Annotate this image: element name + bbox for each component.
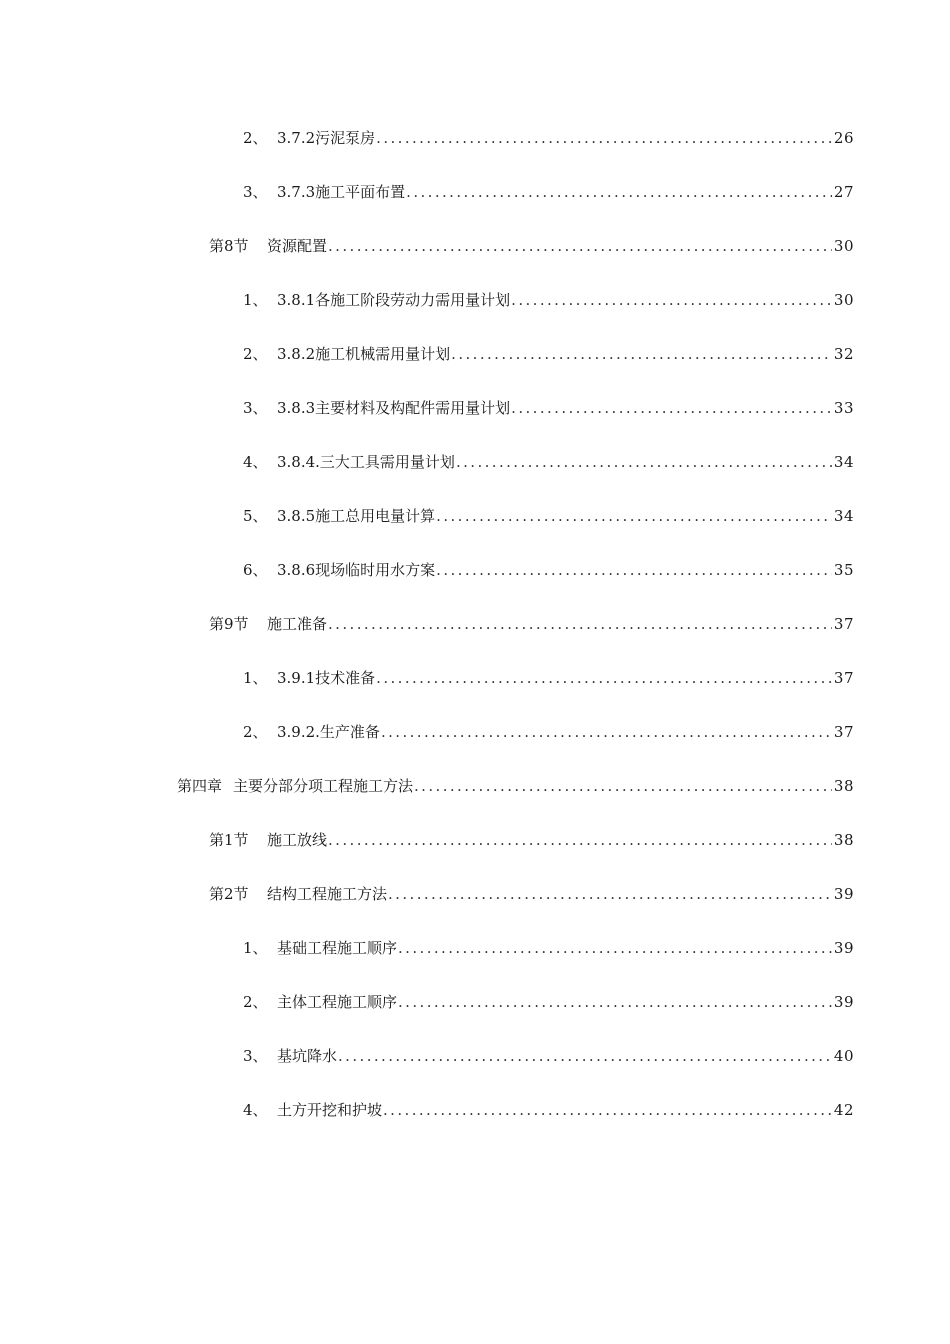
dot-leader: [414, 774, 832, 798]
toc-entry[interactable]: [0, 288, 950, 342]
toc-entry-title: 3.9.1技术准备: [277, 669, 376, 687]
dot-leader: [381, 720, 832, 744]
toc-entry-page-number: 38: [833, 831, 854, 849]
toc-entry-title: 基坑降水: [277, 1047, 338, 1065]
toc-entry-number: 4、: [243, 453, 268, 471]
toc-entry-title: 3.8.3主要材料及构配件需用量计划: [277, 399, 511, 417]
toc-entry[interactable]: [0, 504, 950, 558]
dot-leader: [388, 882, 832, 906]
toc-entry-title: 主体工程施工顺序: [277, 993, 398, 1011]
toc-entry-number: 3、: [243, 183, 268, 201]
dot-leader: [328, 612, 832, 636]
toc-entry-title: 3.8.4.三大工具需用量计划: [277, 453, 455, 471]
dot-leader: [398, 936, 832, 960]
toc-entry-page-number: 39: [833, 885, 854, 903]
toc-entry-page-number: 33: [833, 399, 854, 417]
toc-entry-number: 2、: [243, 345, 268, 363]
dot-leader: [456, 450, 832, 474]
toc-entry-number: 1、: [243, 669, 268, 687]
toc-entry-page-number: 34: [833, 453, 854, 471]
toc-entry-page-number: 30: [833, 237, 854, 255]
toc-entry-number: 第8节: [209, 237, 249, 255]
toc-entry-page-number: 26: [833, 129, 854, 147]
toc-entry-title: 施工准备: [267, 615, 328, 633]
toc-entry-number: 第1节: [209, 831, 249, 849]
toc-entry[interactable]: [0, 666, 950, 720]
dot-leader: [338, 1044, 832, 1068]
toc-entry[interactable]: [0, 126, 950, 180]
toc-entry-number: 第2节: [209, 885, 249, 903]
toc-entry-page-number: 42: [833, 1101, 854, 1119]
toc-entry[interactable]: [0, 342, 950, 396]
toc-entry[interactable]: [0, 180, 950, 234]
toc-entry-page-number: 37: [833, 615, 854, 633]
toc-entry-title: 3.7.2污泥泵房: [277, 129, 376, 147]
dot-leader: [376, 666, 832, 690]
toc-entry-title: 3.8.2施工机械需用量计划: [277, 345, 451, 363]
toc-entry-page-number: 32: [833, 345, 854, 363]
toc-entry-page-number: 39: [833, 939, 854, 957]
toc-entry[interactable]: [0, 828, 950, 882]
toc-entry-number: 第四章: [177, 777, 223, 795]
toc-entry[interactable]: [0, 882, 950, 936]
toc-entry[interactable]: [0, 558, 950, 612]
toc-entry-number: 1、: [243, 939, 268, 957]
toc-entry[interactable]: [0, 1098, 950, 1152]
toc-entry-number: 2、: [243, 993, 268, 1011]
toc-entry[interactable]: [0, 720, 950, 774]
dot-leader: [511, 288, 832, 312]
toc-entry-page-number: 40: [833, 1047, 854, 1065]
toc-entry-title: 3.7.3施工平面布置: [277, 183, 406, 201]
toc-entry-number: 3、: [243, 1047, 268, 1065]
toc-entry-title: 3.9.2.生产准备: [277, 723, 380, 741]
dot-leader: [328, 234, 832, 258]
dot-leader: [398, 990, 832, 1014]
dot-leader: [406, 180, 832, 204]
toc-entry-number: 第9节: [209, 615, 249, 633]
dot-leader: [383, 1098, 832, 1122]
toc-entry-title: 3.8.6现场临时用水方案: [277, 561, 436, 579]
toc-entry[interactable]: [0, 1044, 950, 1098]
dot-leader: [436, 504, 832, 528]
toc-entry-title: 施工放线: [267, 831, 328, 849]
toc-entry[interactable]: [0, 612, 950, 666]
dot-leader: [511, 396, 832, 420]
toc-entry-page-number: 27: [833, 183, 854, 201]
dot-leader: [451, 342, 832, 366]
dot-leader: [376, 126, 832, 150]
toc-entry-page-number: 35: [833, 561, 854, 579]
toc-entry-page-number: 34: [833, 507, 854, 525]
toc-entry-title: 3.8.1各施工阶段劳动力需用量计划: [277, 291, 511, 309]
toc-entry[interactable]: [0, 396, 950, 450]
toc-entry-page-number: 37: [833, 723, 854, 741]
toc-entry[interactable]: [0, 774, 950, 828]
toc-entry-page-number: 37: [833, 669, 854, 687]
toc-entry-number: 1、: [243, 291, 268, 309]
toc-entry-title: 主要分部分项工程施工方法: [233, 777, 414, 795]
toc-entry-page-number: 39: [833, 993, 854, 1011]
toc-entry-number: 2、: [243, 129, 268, 147]
toc-entry-number: 2、: [243, 723, 268, 741]
toc-entry[interactable]: [0, 990, 950, 1044]
toc-entry-title: 资源配置: [267, 237, 328, 255]
toc-entry-title: 3.8.5施工总用电量计算: [277, 507, 436, 525]
toc-entry-title: 结构工程施工方法: [267, 885, 388, 903]
toc-entry-title: 基础工程施工顺序: [277, 939, 398, 957]
toc-entry[interactable]: [0, 450, 950, 504]
toc-entry-number: 5、: [243, 507, 268, 525]
toc-entry-number: 6、: [243, 561, 268, 579]
toc-entry[interactable]: [0, 234, 950, 288]
table-of-contents: [0, 126, 950, 1152]
toc-entry[interactable]: [0, 936, 950, 990]
toc-entry-number: 3、: [243, 399, 268, 417]
toc-entry-number: 4、: [243, 1101, 268, 1119]
toc-entry-page-number: 30: [833, 291, 854, 309]
dot-leader: [328, 828, 832, 852]
toc-entry-page-number: 38: [833, 777, 854, 795]
dot-leader: [436, 558, 832, 582]
toc-entry-title: 土方开挖和护坡: [277, 1101, 383, 1119]
